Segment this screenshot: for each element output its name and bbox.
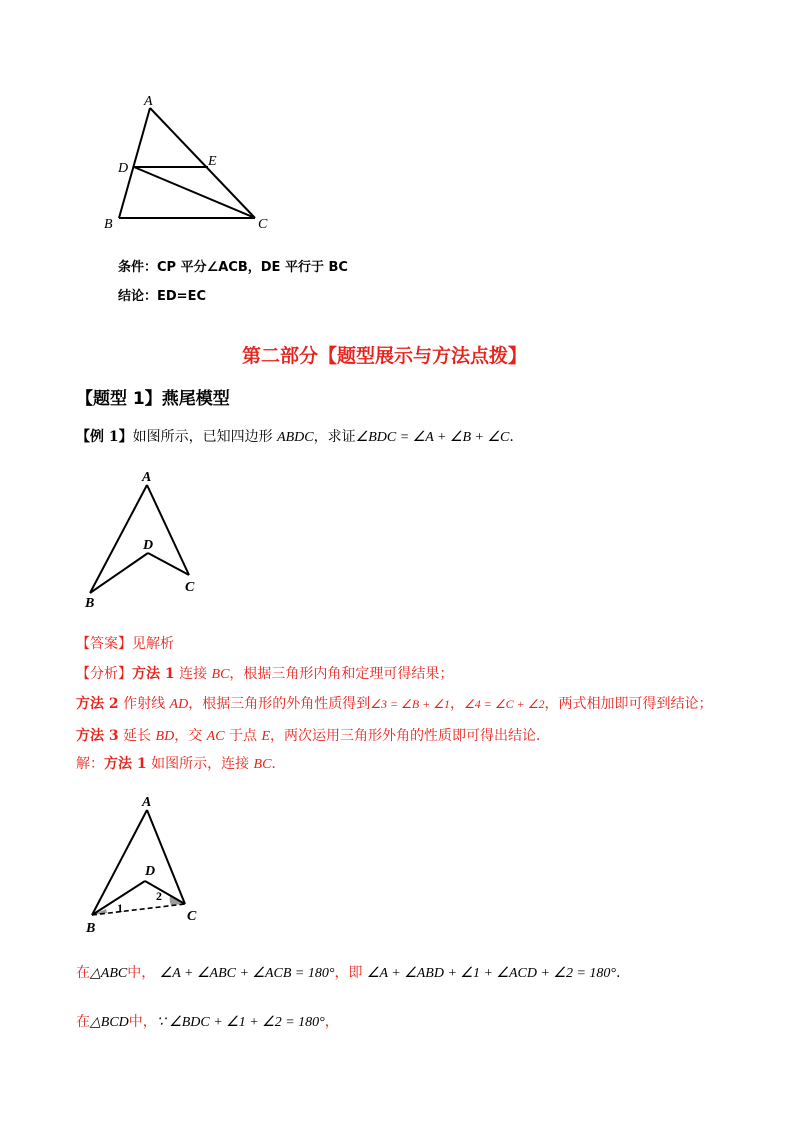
label-b: B xyxy=(86,921,96,936)
abc-f1: ∠A + ∠ABC + ∠ACB = 180° xyxy=(159,966,335,981)
example1-text2: ，求证 xyxy=(313,429,356,445)
solution-tag: 解： xyxy=(76,756,104,772)
label-c: C xyxy=(187,909,197,924)
method2-ad: AD xyxy=(169,697,189,712)
example1-end: . xyxy=(509,429,514,445)
method2-f1: ∠3 = ∠B + ∠1 xyxy=(370,697,451,711)
method3-e: E xyxy=(261,729,271,744)
abc-f2: ∠A + ∠ABD + ∠1 + ∠ACD + ∠2 = 180° xyxy=(366,966,617,981)
label-angle1: 1 xyxy=(117,901,123,915)
conclusion-line: 结论：ED=EC xyxy=(118,289,206,304)
method3-text-c: 于点 xyxy=(229,728,257,744)
label-c: C xyxy=(185,580,195,595)
label-e: E xyxy=(208,154,217,169)
label-a: A xyxy=(142,470,152,485)
analysis-method2: 方法 2 作射线 AD，根据三角形的外角性质得到∠3 = ∠B + ∠1，∠4 = ∠C + ∠2，两式相加即可得到结论； xyxy=(76,696,713,712)
example1-formula: ∠BDC = ∠A + ∠B + ∠C xyxy=(355,430,510,445)
abc-mid: 中， xyxy=(127,965,156,981)
bcd-end: ， xyxy=(324,1014,339,1030)
label-d: D xyxy=(118,161,129,176)
type1-heading: 【题型 1】燕尾模型 xyxy=(76,389,230,409)
label-b: B xyxy=(85,596,95,611)
method2-label: 方法 2 xyxy=(76,696,119,712)
answer-tag: 【答案】 xyxy=(76,636,132,652)
method2-text-a: 作射线 xyxy=(123,696,166,712)
method2-text-c: ，两式相加即可得到结论； xyxy=(544,696,713,712)
analysis-method3 xyxy=(76,725,550,745)
abc-sep: ，即 xyxy=(334,965,363,981)
bcd-mid: 中， xyxy=(128,1014,157,1030)
example1-text1: 如图所示，已知四边形 xyxy=(132,429,273,445)
answer-text: 见解析 xyxy=(132,636,174,652)
method1-text-a: 连接 xyxy=(179,666,208,682)
method1-bc: BC xyxy=(211,667,230,682)
method2-text-b: ，根据三角形的外角性质得到 xyxy=(188,696,371,712)
example1-tag: 【例 1】 xyxy=(76,429,133,445)
solution-method1-label: 方法 1 xyxy=(104,756,147,772)
bcd-pre: 在 xyxy=(76,1014,90,1030)
method2-f2: ∠4 = ∠C + ∠2 xyxy=(464,697,545,711)
label-b: B xyxy=(104,217,113,232)
method3-bd: BD xyxy=(155,729,175,744)
analysis-method1 xyxy=(76,663,453,683)
bcd-tri: △BCD xyxy=(90,1015,129,1030)
condition-line: 条件：CP 平分∠ACB，DE 平行于 BC xyxy=(118,260,348,275)
abc-end: . xyxy=(616,965,621,981)
method3-text-b: ，交 xyxy=(174,728,203,744)
example1-quad: ABDC xyxy=(277,430,314,445)
label-a: A xyxy=(142,795,152,810)
figure-swallowtail-with-bc xyxy=(76,790,226,940)
label-angle2: 2 xyxy=(156,889,162,903)
solution-end: . xyxy=(271,756,276,772)
line-triangle-abc xyxy=(76,962,620,982)
label-d: D xyxy=(145,864,156,879)
line-triangle-bcd xyxy=(76,1011,339,1031)
answer-line xyxy=(76,633,174,653)
part2-title: 第二部分【题型展示与方法点拨】 xyxy=(242,345,528,367)
label-d: D xyxy=(143,538,154,553)
example1-line xyxy=(76,426,514,446)
abc-tri: △ABC xyxy=(90,966,128,981)
figure-swallowtail xyxy=(76,465,226,615)
method3-ac: AC xyxy=(206,729,225,744)
solution-line xyxy=(76,753,276,773)
label-a: A xyxy=(144,94,153,109)
method1-text-b: ，根据三角形内角和定理可得结果； xyxy=(229,666,454,682)
solution-bc: BC xyxy=(253,757,272,772)
figure-triangle-de-parallel-bc xyxy=(100,88,300,238)
method3-label: 方法 3 xyxy=(76,728,119,744)
method3-text-a: 延长 xyxy=(123,728,152,744)
label-c: C xyxy=(258,217,268,232)
abc-pre: 在 xyxy=(76,965,90,981)
solution-text-a: 如图所示，连接 xyxy=(151,756,250,772)
bcd-f1: ∵ ∠BDC + ∠1 + ∠2 = 180° xyxy=(156,1015,325,1030)
method3-text-d: ，两次运用三角形外角的性质即可得出结论． xyxy=(270,728,551,744)
method1-label: 方法 1 xyxy=(132,666,175,682)
analysis-tag: 【分析】 xyxy=(76,666,132,682)
